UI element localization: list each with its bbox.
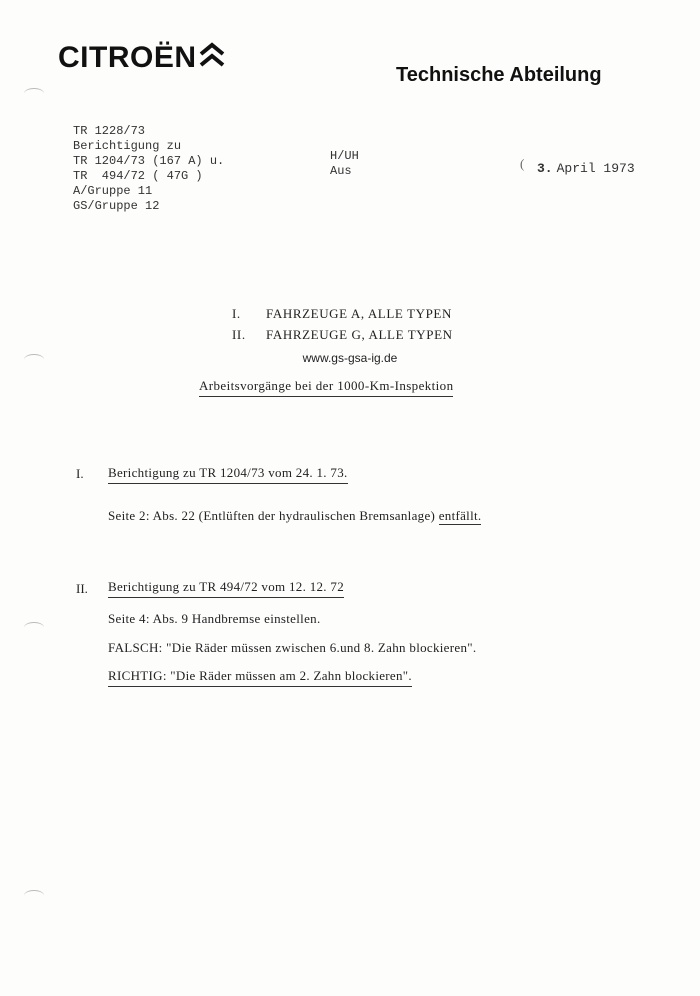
- punch-hole-mark: [24, 88, 44, 99]
- section-1-number: I.: [76, 466, 84, 481]
- signature-initials: [330, 149, 359, 179]
- section-2-line-richtig: RICHTIG: "Die Räder müssen am 2. Zahn blockieren".: [108, 668, 412, 687]
- department-title: Technische Abteilung: [396, 64, 602, 86]
- vehicle-type-text: FAHRZEUGE G, ALLE TYPEN: [266, 327, 453, 342]
- scan-bracket-mark: (: [520, 156, 525, 171]
- reference-line: GS/Gruppe 12: [73, 199, 160, 213]
- reference-line: A/Gruppe 11: [73, 184, 153, 198]
- section-2-line-1: Seite 4: Abs. 9 Handbremse einstellen.: [108, 611, 321, 626]
- roman-numeral: I.: [232, 306, 241, 321]
- reference-line: TR 1204/73 (167 A) u.: [73, 154, 225, 168]
- brand-name: CITROËN: [58, 41, 197, 74]
- citroen-logo: [58, 42, 225, 74]
- punch-hole-mark: [24, 890, 44, 901]
- vehicle-line-2: [232, 327, 453, 343]
- document-date: [537, 161, 635, 176]
- vehicle-line-1: [232, 306, 452, 322]
- subject-line: Arbeitsvorgänge bei der 1000-Km-Inspektion: [199, 378, 453, 397]
- section-1-text-underlined: entfällt.: [438, 508, 482, 523]
- section-1-text: [108, 508, 481, 524]
- reference-line: TR 1228/73: [73, 124, 146, 138]
- roman-numeral: II.: [232, 327, 246, 342]
- section-1-text-main: Seite 2: Abs. 22 (Entlüften der hydraulischen Bremsanlage): [108, 508, 439, 523]
- reference-line: TR 494/72 ( 47G ): [73, 169, 203, 183]
- date-day: 3.: [537, 161, 553, 176]
- double-chevron-icon: [199, 42, 225, 74]
- section-2-heading: Berichtigung zu TR 494/72 vom 12. 12. 72: [108, 579, 344, 598]
- section-2-line-falsch: FALSCH: "Die Räder müssen zwischen 6.und 8. Zahn blockieren".: [108, 640, 477, 655]
- punch-hole-mark: [24, 622, 44, 633]
- section-2-number: II.: [76, 581, 88, 596]
- reference-block: [73, 124, 224, 214]
- section-1-heading: Berichtigung zu TR 1204/73 vom 24. 1. 73.: [108, 465, 348, 484]
- website-url: www.gs-gsa-ig.de: [302, 351, 398, 365]
- date-month-year: April 1973: [556, 161, 635, 176]
- vehicle-type-text: FAHRZEUGE A, ALLE TYPEN: [266, 306, 452, 321]
- initials-line: Aus: [330, 164, 352, 178]
- initials-line: H/UH: [330, 149, 359, 163]
- reference-line: Berichtigung zu: [73, 139, 182, 153]
- punch-hole-mark: [24, 354, 44, 365]
